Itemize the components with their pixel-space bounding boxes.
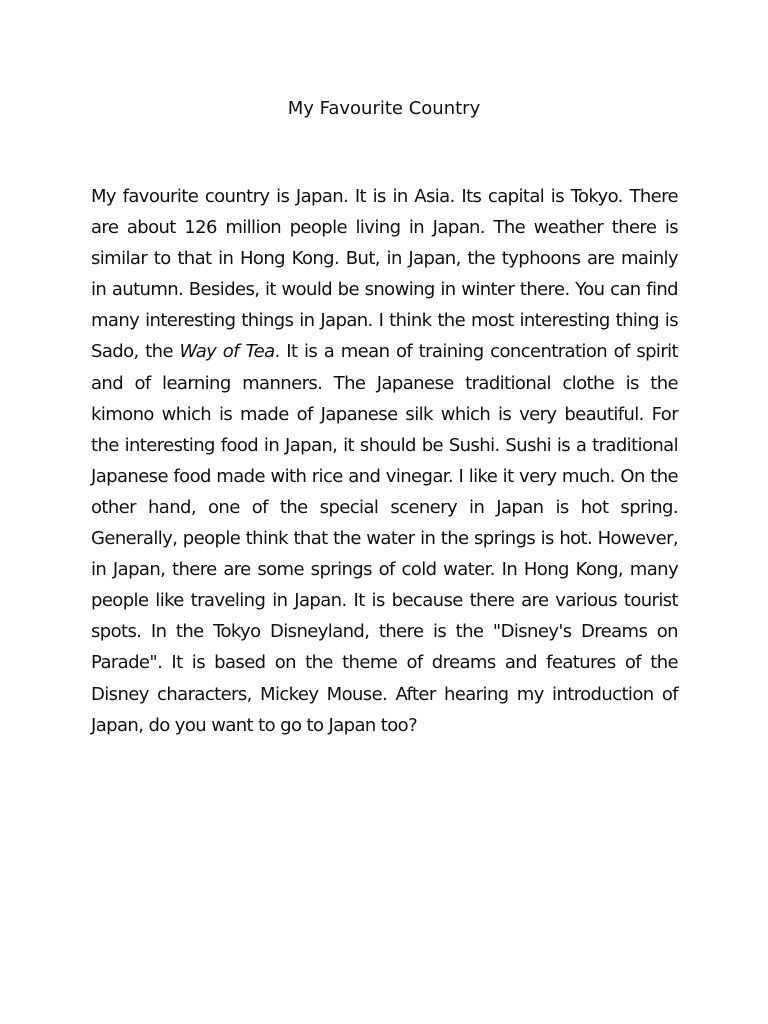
emphasized-phrase: Way of Tea bbox=[179, 341, 275, 363]
document-title: My Favourite Country bbox=[287, 98, 481, 119]
paragraph-text-start: My favourite country is Japan. It is in Asia. Its capital is Tokyo. There are about 126 million people living in Japan. The weather there is similar to that in Hong Kong. But, in Japan, the typhoons are mainly in autumn. Besides, it would be snowing in winter there. You can find many interesting things in Japan. I think the most interesting thing is Sado, the bbox=[91, 186, 678, 363]
paragraph-text-end: . It is a mean of training concentration of spirit and of learning manners. The Japanese traditional clothe is the kimono which is made of Japanese silk which is very beautiful. For the interesting food in Japan, it should be Sushi. Sushi is a traditional Japanese food made with rice and vinegar. I like it very much. On the other hand, one of the special scenery in Japan is hot spring. Generally, people think that the water in the springs is hot. However, in Japan, there are some springs of cold water. In Hong Kong, many people like traveling in Japan. It is because there are various tourist spots. In the Tokyo Disneyland, there is the "Disney's Dreams on Parade". It is based on the theme of dreams and features of the Disney characters, Mickey Mouse. After hearing my introduction of Japan, do you want to go to Japan too? bbox=[91, 341, 678, 736]
body-paragraph bbox=[91, 181, 678, 741]
